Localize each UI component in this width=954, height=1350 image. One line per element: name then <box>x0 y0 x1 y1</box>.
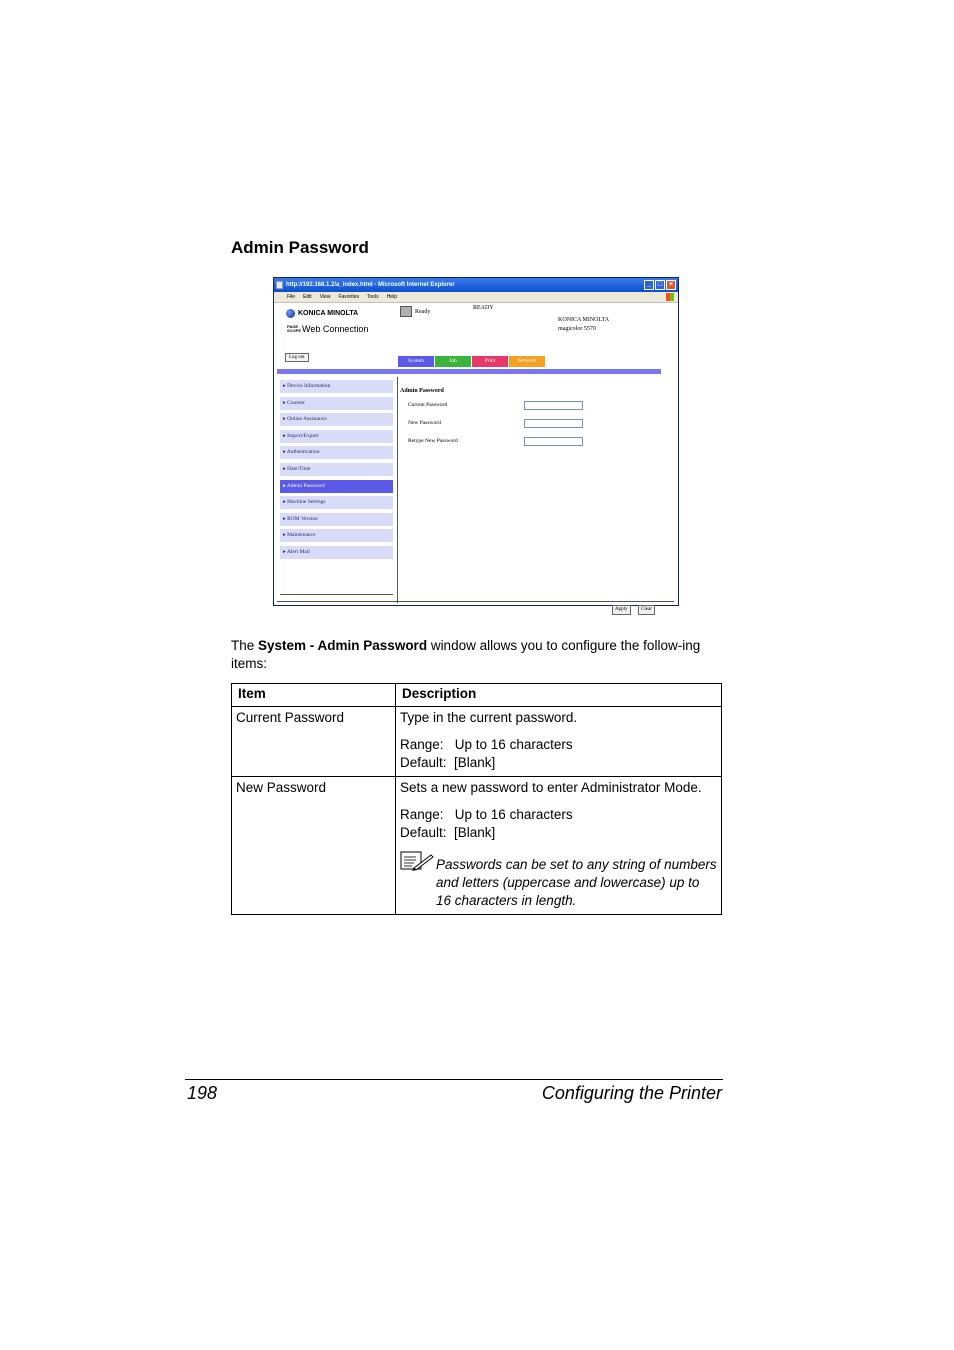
browser-title: http://192.168.1.2/a_index.html - Microsoft Internet Explorer <box>286 282 455 288</box>
browser-title-bar <box>274 278 678 292</box>
apply-button[interactable]: Apply <box>612 605 631 615</box>
tab-underline-bar <box>277 369 661 374</box>
sidebar-item-date-time[interactable]: ▸ Date/Time <box>280 463 393 476</box>
sidebar-item-maintenance[interactable]: ▸ Maintenance <box>280 529 393 542</box>
sidebar-item-device-information[interactable]: ▸ Device Information <box>280 380 393 393</box>
note-text: Passwords can be set to any string of numbers and letters (uppercase and lowercase) up to 16 characters in length. <box>436 857 717 908</box>
printer-status-message: READY <box>473 305 494 311</box>
chapter-title: Configuring the Printer <box>541 1083 722 1103</box>
close-icon: × <box>666 280 676 290</box>
sidebar-menu <box>280 380 393 563</box>
sidebar-item-machine-settings[interactable]: ▸ Machine Settings <box>280 496 393 509</box>
minimize-icon: _ <box>644 280 654 290</box>
tab-job[interactable]: Job <box>435 356 471 367</box>
vertical-divider <box>397 377 398 603</box>
table-row <box>232 777 722 915</box>
intro-paragraph: The System - Admin Password window allows you to configure the follow-ing items: <box>231 638 701 671</box>
printer-icon <box>400 306 412 317</box>
printer-model: KONICA MINOLTA magicolor 5570 <box>558 317 610 332</box>
page-number: 198 <box>187 1083 218 1103</box>
menu-tools: Tools <box>367 294 379 300</box>
globe-icon <box>286 309 295 318</box>
web-connection-page <box>274 303 678 612</box>
browser-screenshot <box>273 277 679 612</box>
note-pencil-icon <box>400 850 436 872</box>
logout-button[interactable]: Log out <box>285 353 309 362</box>
sidebar-item-alert-mail[interactable]: ▸ Alert Mail <box>280 546 393 559</box>
header-description: Description <box>396 684 722 707</box>
page-icon <box>276 281 283 289</box>
pagescope-logo: PAGE SCOPE Web Connection <box>287 324 369 334</box>
menu-edit: Edit <box>303 294 312 300</box>
sidebar-divider <box>280 594 393 595</box>
current-password-label: Current Password <box>408 402 448 408</box>
new-password-label: New Password <box>408 420 441 426</box>
menu-favorites: Favorites <box>338 294 359 300</box>
new-password-input[interactable] <box>524 419 583 428</box>
konica-minolta-logo: KONICA MINOLTA <box>286 309 358 318</box>
tab-network[interactable]: Network <box>509 356 545 367</box>
footer-rule <box>185 1079 723 1080</box>
windows-logo-icon <box>666 293 674 301</box>
note <box>400 850 717 910</box>
table-header-row <box>232 684 722 707</box>
menu-help: Help <box>386 294 397 300</box>
maximize-icon: □ <box>655 280 665 290</box>
form-title: Admin Password <box>400 388 444 394</box>
sidebar-item-counter[interactable]: ▸ Counter <box>280 397 393 410</box>
printer-status: Ready <box>415 309 431 315</box>
clear-button[interactable]: Clear <box>638 605 655 615</box>
retype-password-label: Retype New Password <box>408 438 458 444</box>
browser-menu-bar <box>274 292 678 303</box>
menu-file: File <box>287 294 296 300</box>
items-table <box>231 683 722 915</box>
item-cell: Current Password <box>232 707 396 777</box>
tab-print[interactable]: Print <box>472 356 508 367</box>
section-heading: Admin Password <box>231 238 369 257</box>
sidebar-item-authentication[interactable]: ▸ Authentication <box>280 446 393 459</box>
tab-system[interactable]: System <box>398 356 434 367</box>
menu-view: View <box>319 294 331 300</box>
current-password-input[interactable] <box>524 401 583 410</box>
item-cell: New Password <box>232 777 396 915</box>
description-cell: Sets a new password to enter Administrator Mode. Range: Up to 16 characters Default: [Blank] Passwords can be set to any string of numbers and letters (uppercase and lowercase) up to 16 characters in length. <box>396 777 722 915</box>
sidebar-item-rom-version[interactable]: ▸ ROM Version <box>280 513 393 526</box>
sidebar-item-import-export[interactable]: ▸ Import/Export <box>280 430 393 443</box>
header-item: Item <box>232 684 396 707</box>
sidebar-item-admin-password[interactable]: ▸ Admin Password <box>280 480 393 493</box>
main-tabs <box>398 356 545 367</box>
description-cell: Type in the current password. Range: Up to 16 characters Default: [Blank] <box>396 707 722 777</box>
sidebar-item-online-assistance[interactable]: ▸ Online Assistance <box>280 413 393 426</box>
retype-password-input[interactable] <box>524 437 583 446</box>
footer-divider <box>277 601 674 602</box>
table-row <box>232 707 722 777</box>
